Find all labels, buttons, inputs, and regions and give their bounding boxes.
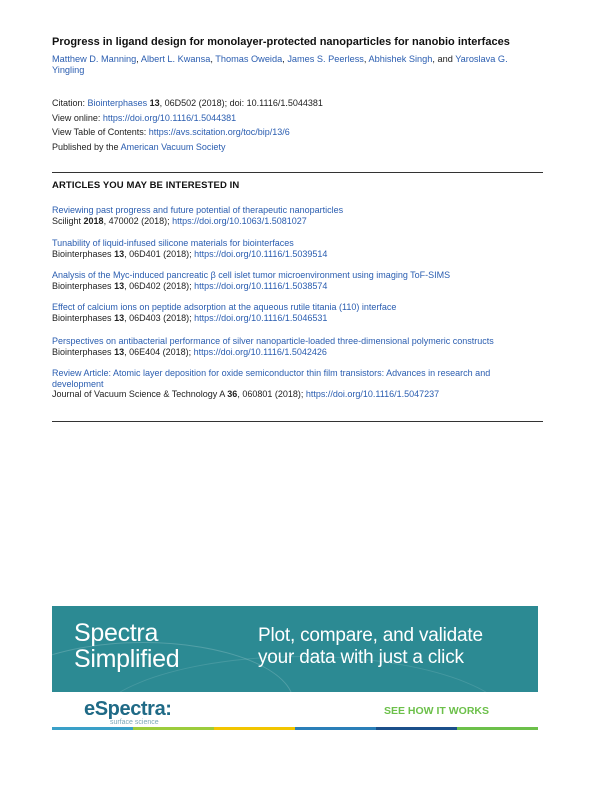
espectra-logo: eSpectra: bbox=[84, 698, 172, 720]
article-journal: Biointerphases bbox=[52, 248, 112, 259]
author-list: Matthew D. Manning, Albert L. Kwansa, Thomas Oweida, James S. Peerless, Abhishek Singh, and Yaroslava G. Yingling bbox=[52, 54, 508, 75]
article-journal: Journal of Vacuum Science & Technology A bbox=[52, 389, 225, 399]
related-article-citation bbox=[52, 249, 544, 260]
ad-stripe bbox=[376, 727, 457, 730]
divider-bottom bbox=[52, 421, 543, 422]
view-online-link[interactable]: https://doi.org/10.1116/1.5044381 bbox=[102, 112, 237, 123]
ad-tagline-line: your data with just a click bbox=[258, 647, 464, 668]
author-and: , and bbox=[432, 54, 456, 64]
related-article bbox=[52, 336, 544, 357]
ad-tagline-line: Plot, compare, and validate bbox=[258, 625, 483, 646]
related-articles-heading: ARTICLES YOU MAY BE INTERESTED IN bbox=[52, 180, 240, 191]
article-doi-link[interactable]: https://doi.org/10.1063/1.5081027 bbox=[172, 215, 307, 226]
publisher-link[interactable]: American Vacuum Society bbox=[120, 141, 226, 152]
article-doi-link[interactable]: https://doi.org/10.1116/1.5042426 bbox=[193, 346, 327, 357]
related-article bbox=[52, 205, 544, 226]
article-doi-link[interactable]: https://doi.org/10.1116/1.5047237 bbox=[305, 389, 440, 399]
author-link[interactable]: Thomas Oweida bbox=[215, 54, 283, 64]
article-journal: Biointerphases bbox=[52, 346, 112, 357]
toc-label: View Table of Contents: bbox=[52, 127, 149, 137]
citation-volume: 13 bbox=[149, 98, 160, 108]
related-article-citation bbox=[52, 313, 544, 324]
citation-block bbox=[52, 96, 552, 154]
ad-brand-text bbox=[74, 620, 179, 672]
publisher-line bbox=[52, 140, 552, 155]
article-rest: , 06D402 (2018); bbox=[124, 280, 195, 291]
author-link[interactable]: Matthew D. Manning bbox=[52, 54, 137, 64]
ad-footer-band bbox=[52, 692, 538, 730]
related-article-citation bbox=[52, 389, 544, 400]
related-article-citation bbox=[52, 347, 544, 358]
article-title: Progress in ligand design for monolayer-protected nanoparticles for nanobio interfaces bbox=[52, 36, 510, 48]
article-rest: , 06E404 (2018); bbox=[124, 346, 194, 357]
ad-stripe bbox=[52, 727, 133, 730]
citation-rest: , 06D502 (2018); doi: 10.1116/1.5044381 bbox=[159, 98, 323, 108]
related-article-title[interactable]: Effect of calcium ions on peptide adsorption at the aqueous rutile titania (110) interface bbox=[52, 302, 397, 312]
ad-color-stripes bbox=[52, 727, 538, 730]
author-link[interactable]: Albert L. Kwansa bbox=[140, 54, 211, 64]
article-volume: 36 bbox=[227, 389, 238, 399]
article-journal: Biointerphases bbox=[52, 280, 112, 291]
ad-brand-line: Simplified bbox=[74, 645, 180, 673]
article-volume: 13 bbox=[114, 248, 125, 259]
author-link[interactable]: Yaroslava G. bbox=[455, 54, 508, 64]
divider-top bbox=[52, 172, 543, 173]
related-article-title[interactable]: Tunability of liquid-infused silicone materials for biointerfaces bbox=[52, 238, 294, 248]
related-article bbox=[52, 238, 544, 259]
citation-label: Citation: bbox=[52, 98, 88, 108]
article-doi-link[interactable]: https://doi.org/10.1116/1.5046531 bbox=[194, 312, 328, 323]
related-article-title[interactable]: Analysis of the Myc-induced pancreatic β cell islet tumor microenvironment using imaging ToF-SIMS bbox=[52, 270, 451, 280]
author-link[interactable]: James S. Peerless bbox=[287, 54, 364, 64]
espectra-advertisement[interactable] bbox=[52, 606, 538, 730]
article-volume: 13 bbox=[114, 312, 125, 323]
related-article-title[interactable]: Perspectives on antibacterial performance of silver nanoparticle-loaded three-dimensional polymeric constructs bbox=[52, 336, 494, 346]
article-rest: , 060801 (2018); bbox=[237, 389, 306, 399]
article-volume: 2018 bbox=[83, 215, 104, 226]
article-volume: 13 bbox=[114, 280, 125, 291]
journal-link[interactable]: Biointerphases bbox=[87, 98, 148, 108]
ad-stripe bbox=[457, 727, 538, 730]
related-article bbox=[52, 368, 544, 400]
toc-line bbox=[52, 125, 552, 140]
ad-stripe bbox=[133, 727, 214, 730]
author-link[interactable]: Abhishek Singh bbox=[368, 54, 433, 64]
related-article-citation bbox=[52, 281, 544, 292]
related-article-title[interactable]: Reviewing past progress and future potential of therapeutic nanoparticles bbox=[52, 205, 344, 215]
article-doi-link[interactable]: https://doi.org/10.1116/1.5038574 bbox=[194, 280, 328, 291]
article-rest: , 06D403 (2018); bbox=[124, 312, 195, 323]
ad-brand-line: Spectra bbox=[74, 619, 159, 647]
article-journal: Biointerphases bbox=[52, 312, 112, 323]
view-online-label: View online: bbox=[52, 112, 103, 123]
toc-link[interactable]: https://avs.scitation.org/toc/bip/13/6 bbox=[148, 127, 290, 137]
ad-tagline bbox=[258, 625, 483, 669]
espectra-logo-subtitle: surface science bbox=[110, 719, 159, 726]
view-online-line bbox=[52, 111, 552, 126]
author-link-cont[interactable]: Yingling bbox=[52, 65, 85, 75]
article-rest: , 470002 (2018); bbox=[103, 215, 173, 226]
related-article bbox=[52, 270, 544, 291]
ad-stripe bbox=[295, 727, 376, 730]
related-article bbox=[52, 302, 544, 323]
article-volume: 13 bbox=[114, 346, 125, 357]
article-rest: , 06D401 (2018); bbox=[124, 248, 195, 259]
related-article-citation bbox=[52, 216, 544, 227]
article-doi-link[interactable]: https://doi.org/10.1116/1.5039514 bbox=[194, 248, 328, 259]
citation-line bbox=[52, 96, 552, 111]
ad-stripe bbox=[214, 727, 295, 730]
publisher-label: Published by the bbox=[52, 141, 121, 152]
article-journal: Scilight bbox=[52, 215, 82, 226]
see-how-it-works-link[interactable]: SEE HOW IT WORKS bbox=[384, 705, 489, 717]
related-article-title[interactable]: Review Article: Atomic layer deposition for oxide semiconductor thin film transistors: Advances in research and development bbox=[52, 368, 491, 389]
